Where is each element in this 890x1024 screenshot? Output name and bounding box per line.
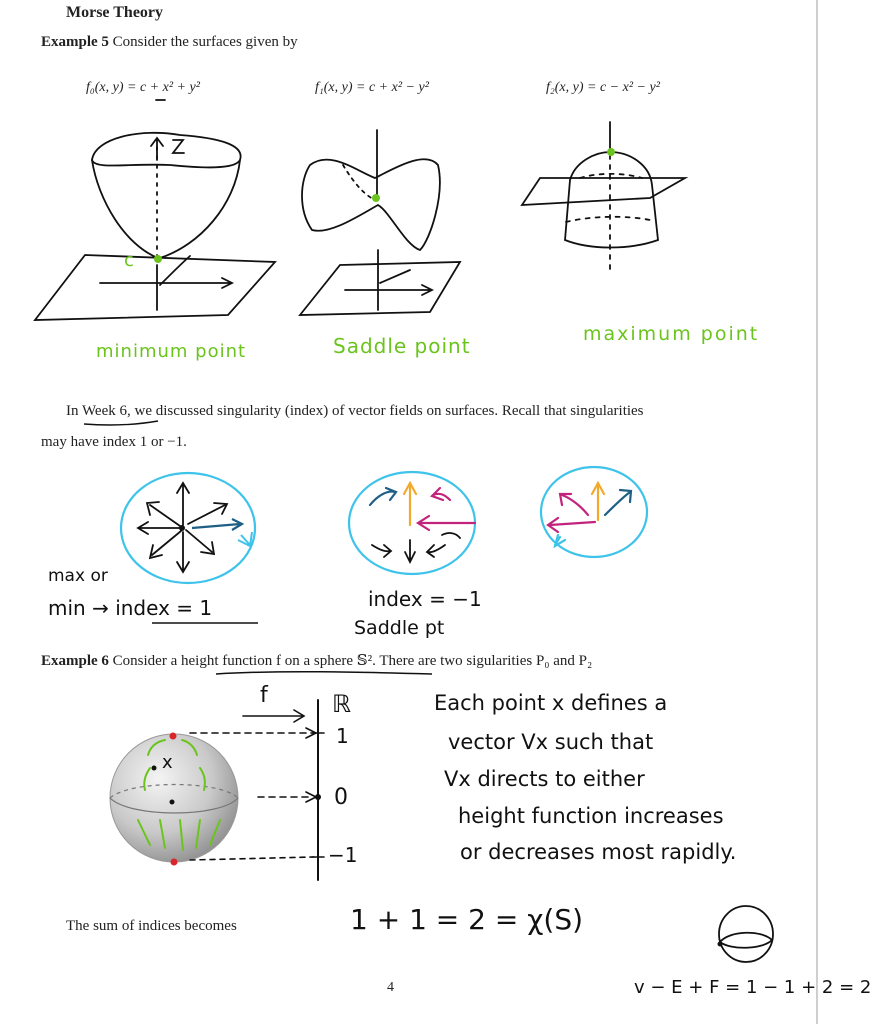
maximum-point-label: maximum point [583, 323, 760, 345]
constant-c-label: c [124, 250, 134, 271]
euler-equation: v − E + F = 1 − 1 + 2 = 2 [634, 977, 872, 998]
example6-text: Consider a height function f on a sphere 𝕊². There are two sigularities P₀ and P₂ [112, 653, 593, 669]
formula-f2: f₂(x, y) = c − x² − y² [546, 80, 660, 95]
tick-minus-1: −1 [328, 843, 358, 867]
example5-text: Consider the surfaces given by [112, 34, 298, 50]
week6-line2: may have index 1 or −1. [41, 434, 187, 450]
explanation-line-4: height function increases [458, 804, 724, 828]
min-index-note: min → index = 1 [48, 596, 213, 620]
saddle-index-note: index = −1 [368, 587, 482, 611]
tick-1: 1 [336, 724, 349, 748]
sum-text: The sum of indices becomes [66, 918, 237, 934]
explanation-line-1: Each point x defines a [434, 691, 668, 715]
formula-f0: f₀(x, y) = c + x² + y² [86, 80, 200, 95]
week6-line1: In Week 6, we discussed singularity (index) of vector fields on surfaces. Recall that singularities [66, 403, 644, 419]
saddle-pt-note: Saddle pt [354, 617, 445, 639]
explanation-line-5: or decreases most rapidly. [460, 840, 737, 864]
section-title: Morse Theory [66, 4, 164, 21]
formula-f1: f₁(x, y) = c + x² − y² [315, 80, 429, 95]
real-line-label: ℝ [332, 690, 352, 718]
explanation-line-3: Vx directs to either [444, 767, 645, 791]
sum-equation: 1 + 1 = 2 = χ(S) [350, 903, 584, 936]
minimum-point-label: minimum point [96, 341, 247, 362]
max-or-note: max or [48, 566, 108, 586]
example5-label: Example 5 [41, 34, 109, 50]
example6-label: Example 6 [41, 653, 109, 669]
page-number: 4 [387, 980, 394, 995]
explanation-line-2: vector Vx such that [448, 730, 654, 754]
f-arrow-label: f [260, 683, 268, 708]
point-x-label: x [162, 752, 173, 773]
tick-0: 0 [334, 785, 348, 810]
saddle-point-label: Saddle point [333, 334, 471, 358]
